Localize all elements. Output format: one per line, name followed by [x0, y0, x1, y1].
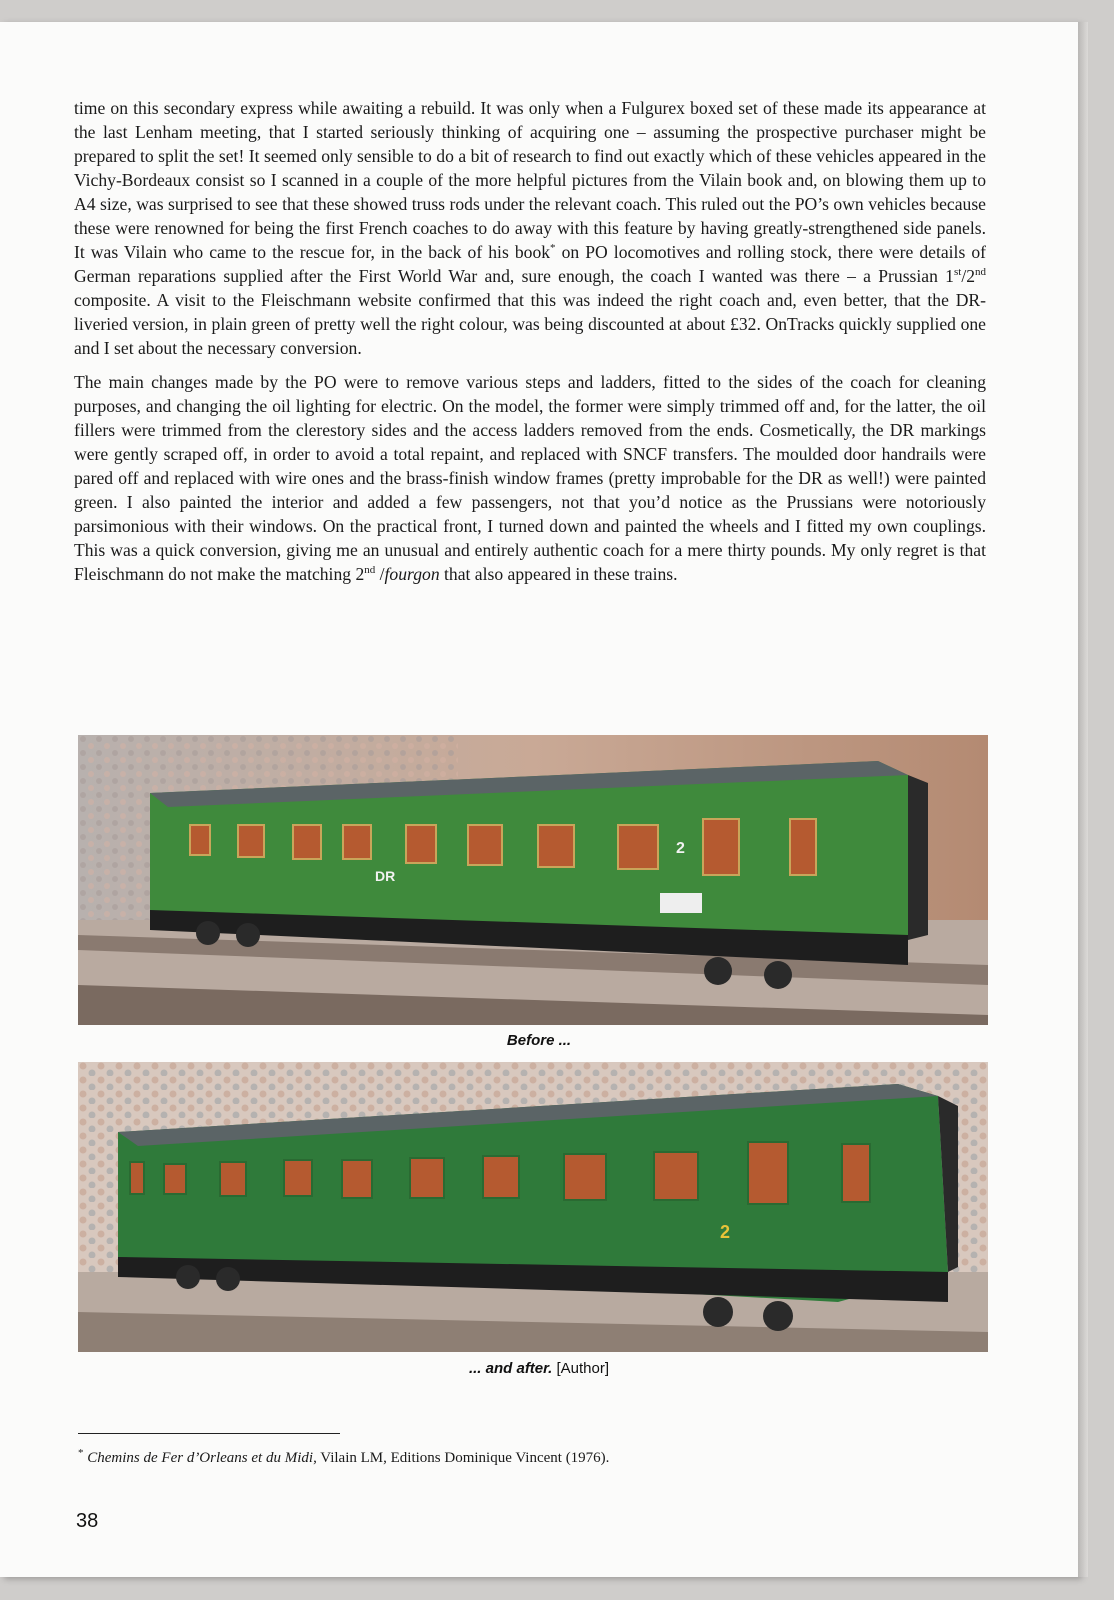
caption-after-bold: ... and after. — [468, 1360, 553, 1377]
paragraph-1-text-a: time on this secondary express while awaiting a rebuild. It was only when a Fulgurex boxed set of these made its appearance at the last Lenham meeting, that I started seriously thinking of acquiring one – assuming the prospective purchaser might be prepared to split the set! It seemed only sensible to do a bit of research to find out exactly which of these vehicles appeared in the Vichy-Bordeaux consist so I scanned in a couple of the more helpful pictures from the Vilain book and, on blowing them up to A4 size, was surprised to see that these showed truss rods under the relevant coach. This ruled out the PO’s own vehicles because these were renowned for being the first French coaches to do away with this feature by having greatly-strengthened side panels. It was Vilain who came to the rescue for, in the back of his book — [74, 98, 986, 262]
footnote-rest: , Vilain LM, Editions Dominique Vincent (1976). — [313, 1450, 610, 1466]
article-text — [74, 96, 986, 596]
destination-board — [660, 893, 702, 913]
paragraph-2-text-b: / — [375, 564, 385, 584]
paragraph-1 — [74, 96, 986, 360]
photo-after — [78, 1062, 988, 1352]
superscript-nd-2: nd — [364, 564, 376, 577]
caption-before-text: Before ... — [506, 1032, 572, 1049]
paragraph-2-text-a: The main changes made by the PO were to remove various steps and ladders, fitted to the sides of the coach for cleaning purposes, and changing the oil lighting for electric. On the model, the former were simply trimmed off and, for the latter, the oil fillers were trimmed from the clerestory sides and the access ladders removed from the ends. Cosmetically, the DR markings were gently scraped off, in order to avoid a total repaint, and replaced with SNCF transfers. The moulded door handrails were pared off and replaced with wire ones and the brass-finish window frames (pretty improbable for the DR as well!) were painted green. I also painted the interior and added a few passengers, not that you’d notice as the Prussians were notoriously parsimonious with their windows. On the practical front, I turned down and painted the wheels and I fitted my own couplings. This was a quick conversion, giving me an unusual and entirely authentic coach for a mere thirty pounds. My only regret is that Fleischmann do not make the matching 2 — [74, 372, 986, 584]
superscript-st: st — [953, 266, 962, 279]
paragraph-1-text-b: on PO locomotives and rolling stock, there were details of German reparations supplied after the First World War and, sure enough, the coach I wanted was there – a Prussian 1 — [74, 242, 987, 286]
footnote-reference: * — [550, 242, 556, 255]
caption-after-credit: [Author] — [556, 1360, 610, 1377]
superscript-nd: nd — [975, 266, 986, 279]
footnote-title: Chemins de Fer d’Orleans et du Midi — [87, 1450, 314, 1466]
fourgon-italic: fourgon — [384, 564, 440, 584]
footnote — [78, 1447, 978, 1467]
paragraph-2-text-c: that also appeared in these trains. — [439, 564, 678, 584]
caption-before — [0, 1032, 1078, 1049]
footnote-rule — [78, 1433, 340, 1434]
dr-marking: DR — [375, 868, 396, 884]
class-number-before: 2 — [676, 840, 685, 857]
page-edge — [1078, 22, 1088, 1577]
page-number: 38 — [76, 1510, 99, 1532]
photo-before — [78, 735, 988, 1025]
footnote-mark: * — [78, 1447, 84, 1459]
paragraph-2 — [74, 370, 986, 586]
paragraph-1-text-c: /2 — [961, 266, 975, 286]
paragraph-1-text-d: composite. A visit to the Fleischmann website confirmed that this was indeed the right coach and, even better, that the DR-liveried version, in plain green of pretty well the right colour, was being discounted at about £32. OnTracks quickly supplied one and I set about the necessary conversion. — [74, 290, 986, 358]
caption-after — [0, 1360, 1078, 1377]
class-number-after: 2 — [720, 1222, 731, 1242]
